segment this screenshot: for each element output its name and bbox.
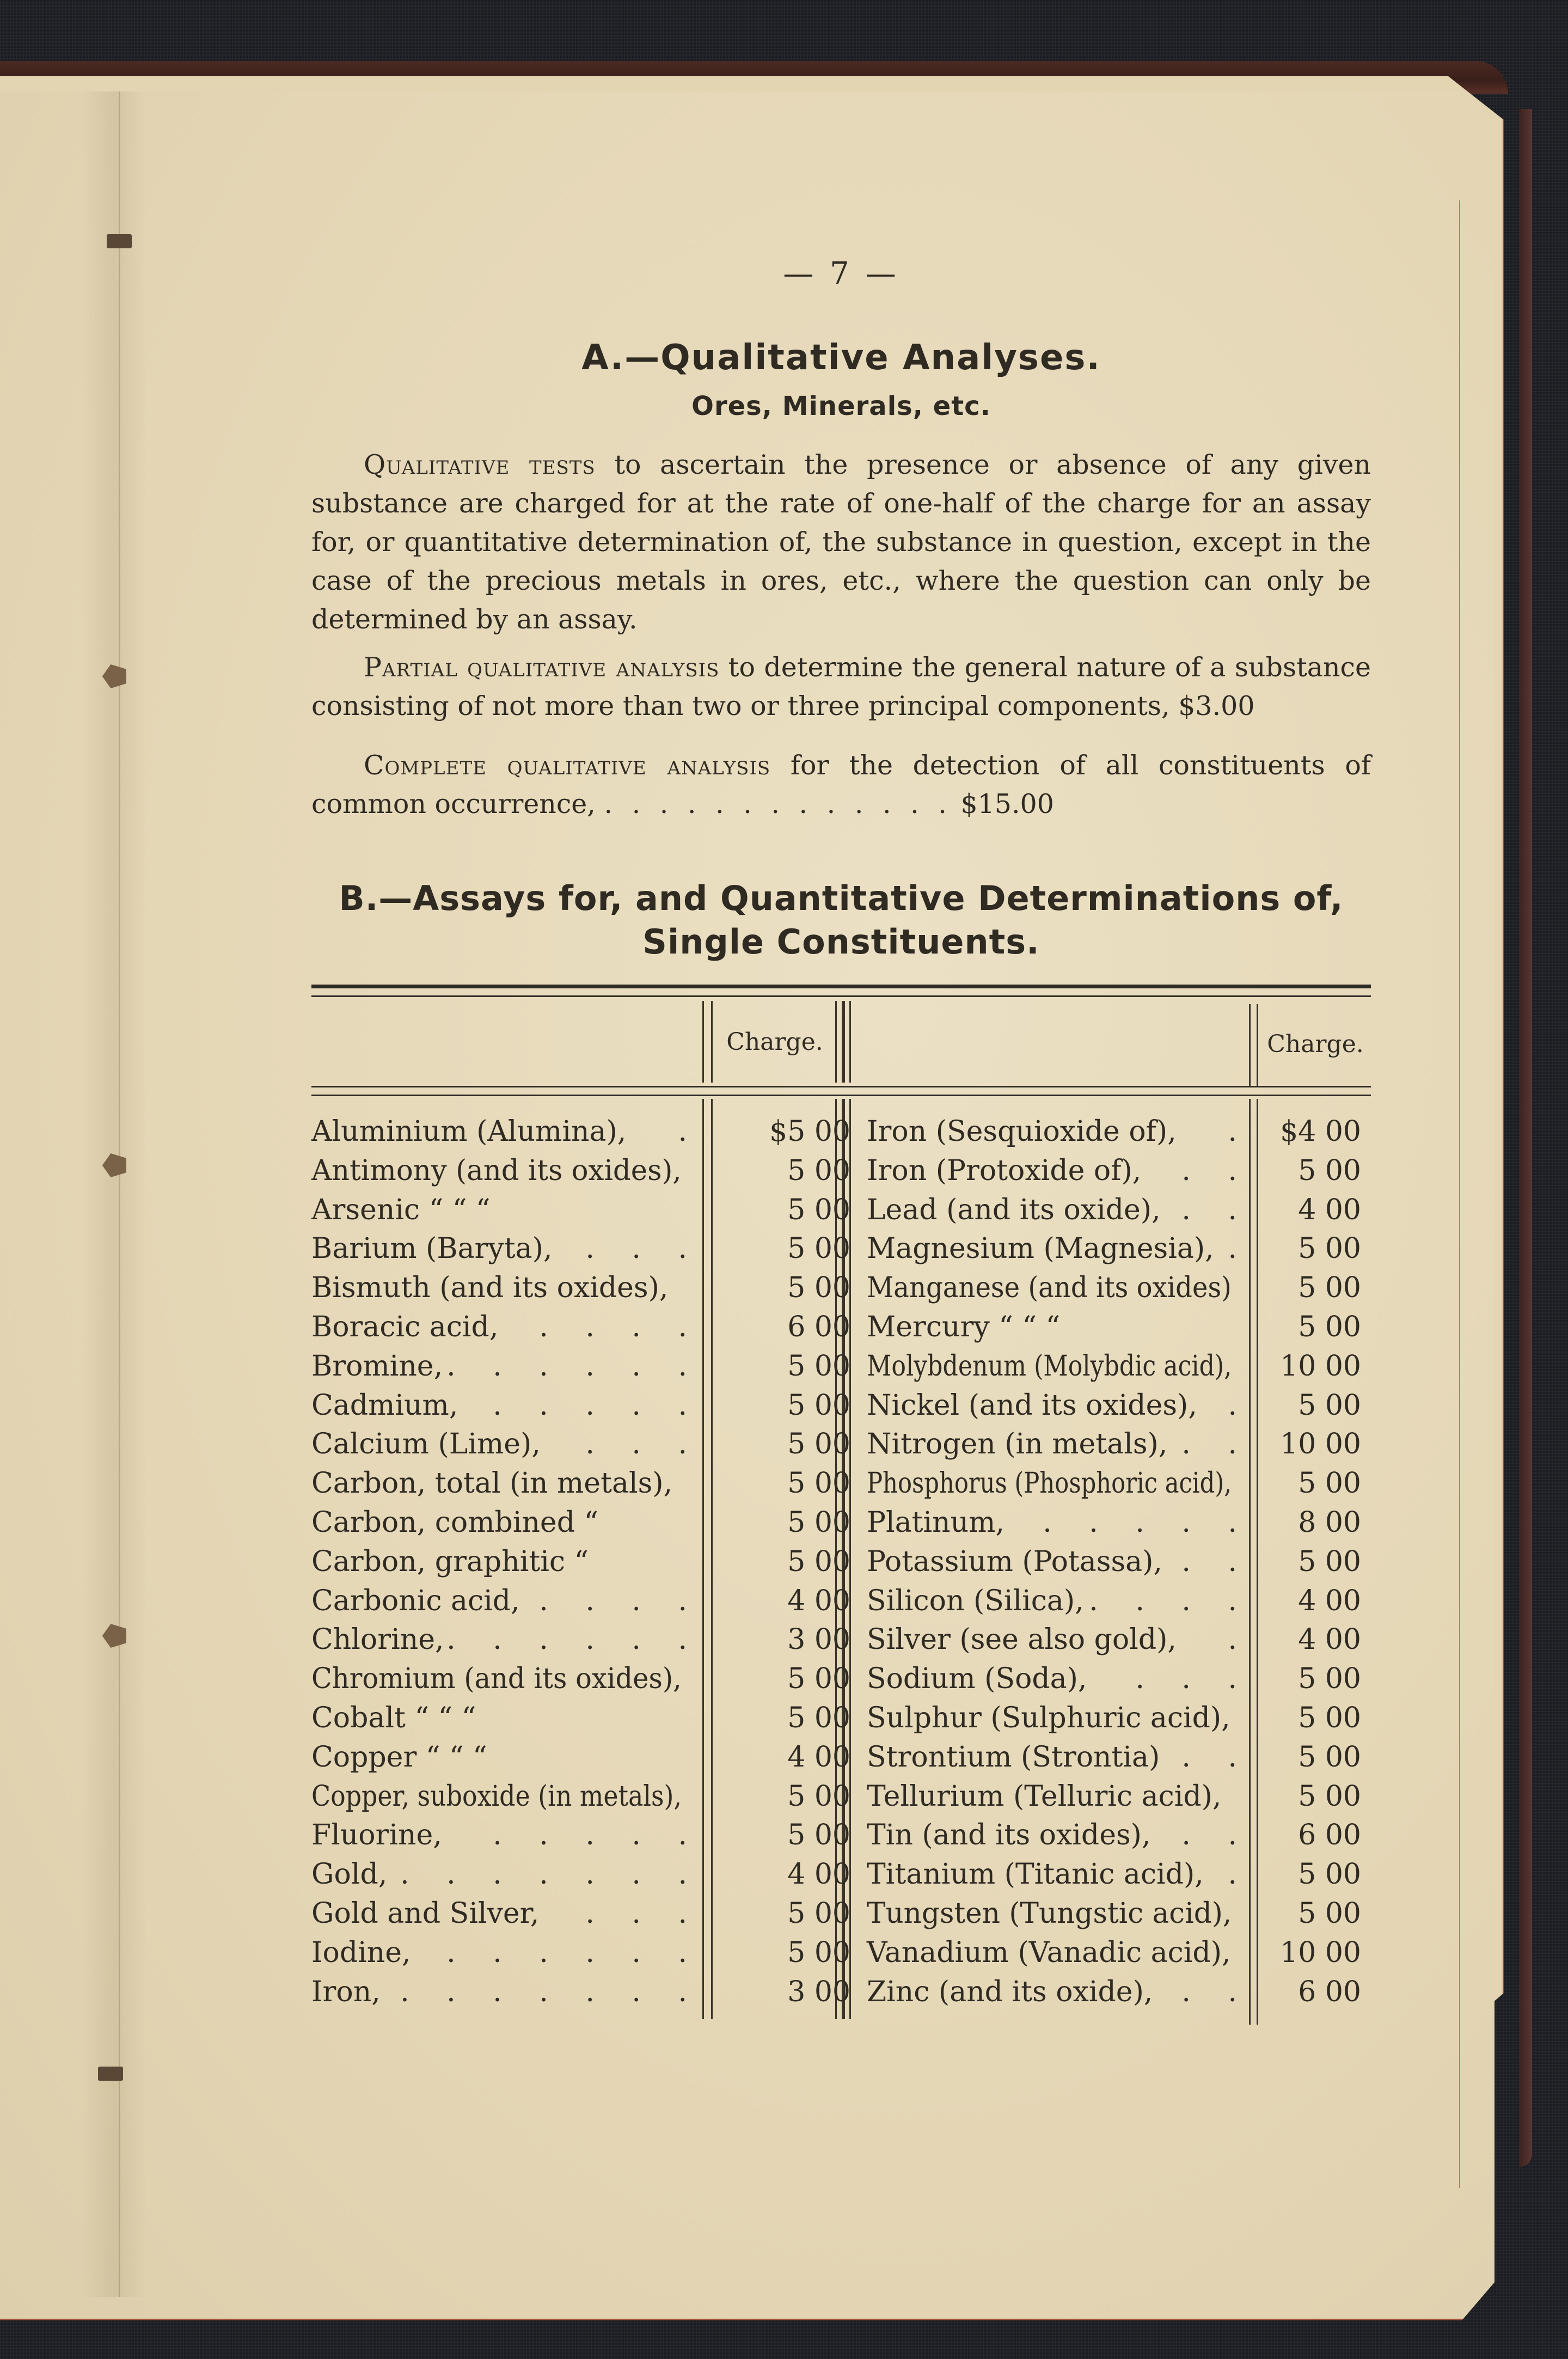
charge-value: 10 00	[1280, 1349, 1361, 1383]
substance-label: Antimony (and its oxides),	[311, 1154, 682, 1187]
charge-value: 4 00	[1298, 1623, 1361, 1657]
charge-value: 5 00	[1298, 1740, 1361, 1774]
substance-label: Tellurium (Telluric acid),	[867, 1780, 1222, 1813]
dot-leader: . .	[1181, 1819, 1251, 1852]
binding-stitch-icon	[107, 234, 132, 248]
dot-leader	[682, 1780, 701, 1813]
substance-label: Copper “ “ “	[311, 1740, 487, 1774]
substance-label: Carbon, graphitic “	[311, 1545, 589, 1578]
dot-leader: . . . . . .	[446, 1349, 701, 1383]
substance-label: Sodium (Soda),	[867, 1663, 1087, 1696]
substance-label: Barium (Baryta),	[311, 1232, 553, 1266]
substance-name	[311, 1349, 701, 1383]
paragraph-lead: Complete qualitative analysis	[364, 750, 771, 781]
dot-leader: . .	[1181, 1975, 1251, 2008]
substance-label: Strontium (Strontia)	[867, 1740, 1160, 1774]
substance-name	[867, 1975, 1251, 2008]
substance-label: Carbonic acid,	[311, 1584, 520, 1617]
dot-leader: . . . . . . .	[400, 1858, 701, 1891]
substance-name	[867, 1193, 1251, 1226]
dot-leader: .	[678, 1115, 701, 1148]
substance-label: Silicon (Silica),	[867, 1584, 1084, 1617]
substance-label: Gold,	[311, 1858, 388, 1891]
substance-name	[311, 1936, 701, 1969]
substance-name	[867, 1506, 1251, 1539]
substance-label: Lead (and its oxide),	[867, 1193, 1161, 1226]
substance-name	[311, 1194, 687, 1226]
paragraph-lead: Partial qualitative analysis	[364, 652, 720, 683]
table-row	[311, 1780, 1371, 1819]
charge-value: 5 00	[1298, 1389, 1361, 1422]
table-row	[311, 1311, 1371, 1350]
charge-value: 5 00	[787, 1154, 850, 1187]
table-row	[311, 1154, 1371, 1194]
substance-label: Tungsten (Tungstic acid),	[867, 1897, 1232, 1930]
charge-value: 5 00	[787, 1819, 850, 1852]
charge-value: 5 00	[787, 1349, 850, 1383]
dot-leader: . . . . . .	[446, 1936, 701, 1969]
price: $3.00	[1178, 690, 1255, 722]
dot-leader: . . . . . . .	[400, 1975, 701, 2008]
charge-value: 6 00	[787, 1311, 850, 1343]
table-row	[311, 1819, 1371, 1858]
dot-leader: . . . . . .	[446, 1623, 701, 1657]
substance-name	[311, 1702, 687, 1734]
substance-label: Arsenic “ “ “	[311, 1193, 491, 1226]
substance-name	[311, 1623, 701, 1657]
table-row	[311, 1623, 1371, 1663]
section-b-title-line2: Single Constituents.	[642, 922, 1040, 962]
substance-label: Boracic acid,	[311, 1311, 499, 1343]
substance-name	[311, 1663, 687, 1695]
substance-label: Bromine,	[311, 1349, 443, 1383]
substance-label: Fluorine,	[311, 1819, 442, 1852]
dot-leader: . . . . .	[493, 1819, 701, 1852]
substance-label: Molybdenum (Molybdic acid),	[867, 1349, 1232, 1383]
table-row	[311, 1350, 1371, 1389]
dot-leader: . . .	[1135, 1663, 1251, 1696]
charge-value: 8 00	[1298, 1506, 1361, 1539]
substance-name	[867, 1897, 1237, 1930]
charge-value: 4 00	[1298, 1193, 1361, 1226]
charge-value: 5 00	[787, 1193, 850, 1226]
dot-leader: . .	[1181, 1740, 1251, 1774]
charge-value: 5 00	[787, 1702, 850, 1734]
paragraph-text: for the detection of all constituents of common occurrence,	[311, 750, 1371, 820]
table-row	[311, 1936, 1371, 1976]
table-row	[311, 1585, 1371, 1624]
dot-leader	[487, 1741, 701, 1774]
substance-name	[311, 1272, 687, 1304]
substance-label: Titanium (Titanic acid),	[867, 1858, 1204, 1891]
charge-value: 5 00	[787, 1897, 850, 1930]
substance-name	[311, 1428, 701, 1461]
substance-name	[311, 1858, 701, 1891]
gutter-fold	[119, 91, 120, 2297]
column-divider	[1249, 1004, 1251, 1086]
table-row	[311, 1467, 1371, 1506]
substance-label: Manganese (and its oxides)	[867, 1272, 1232, 1305]
column-divider-heavy	[842, 1001, 845, 1083]
substance-name	[867, 1936, 1237, 1969]
paragraph-lead: Qualitative tests	[364, 449, 596, 480]
substance-label: Chlorine,	[311, 1623, 444, 1657]
substance-name	[867, 1623, 1251, 1657]
table-row	[311, 1858, 1371, 1897]
substance-label: Iron (Protoxide of),	[867, 1154, 1142, 1187]
dot-leader: . . .	[585, 1897, 701, 1930]
substance-name	[311, 1115, 701, 1148]
substance-name	[867, 1780, 1237, 1813]
substance-label: Zinc (and its oxide),	[867, 1975, 1153, 2008]
substance-name	[867, 1740, 1251, 1774]
table-row	[311, 1428, 1371, 1467]
table-top-rule-thin	[311, 995, 1371, 997]
dot-leader	[668, 1272, 701, 1304]
charge-value: 5 00	[1298, 1858, 1361, 1891]
column-header-charge-left: Charge.	[726, 1028, 823, 1056]
substance-label: Copper, suboxide (in metals),	[311, 1780, 682, 1813]
dot-leader	[589, 1545, 701, 1578]
charge-value: 5 00	[787, 1389, 850, 1422]
substance-name	[311, 1311, 701, 1343]
charge-value: 5 00	[1298, 1232, 1361, 1266]
dot-leader: . . . .	[1089, 1584, 1251, 1617]
paragraph-partial-analysis	[311, 648, 1371, 725]
table-row	[311, 1741, 1371, 1780]
table-row	[311, 1194, 1371, 1233]
substance-name	[867, 1389, 1251, 1422]
dot-leader: . .	[1181, 1545, 1251, 1578]
substance-name	[867, 1663, 1251, 1696]
table-row	[311, 1506, 1371, 1545]
dot-leader	[1232, 1350, 1251, 1383]
dot-leader: .	[1228, 1115, 1251, 1148]
charge-value: 4 00	[787, 1584, 850, 1617]
substance-name	[311, 1584, 701, 1617]
charge-value: $5 00	[769, 1115, 850, 1148]
substance-label: Mercury “ “ “	[867, 1311, 1061, 1343]
price: $15.00	[960, 789, 1054, 820]
table-row	[311, 1545, 1371, 1585]
charge-value: 5 00	[787, 1467, 850, 1500]
dot-leader	[598, 1506, 701, 1539]
table-top-rule	[311, 985, 1371, 988]
table-row	[311, 1702, 1371, 1741]
book-cover-right-edge	[1519, 109, 1532, 2167]
page-number: — 7 —	[783, 256, 899, 291]
dot-leader	[476, 1702, 701, 1734]
substance-name	[311, 1467, 687, 1500]
dot-leader: . . . . .	[1043, 1506, 1251, 1539]
dot-leader: . .	[1181, 1428, 1251, 1461]
dot-leader	[1060, 1311, 1251, 1343]
substance-name	[867, 1584, 1251, 1617]
substance-label: Bismuth (and its oxides),	[311, 1272, 669, 1305]
substance-name	[867, 1467, 1237, 1500]
charge-value: 6 00	[1298, 1975, 1361, 2008]
substance-label: Carbon, combined “	[311, 1506, 599, 1539]
charge-value: 10 00	[1280, 1936, 1361, 1969]
charge-value: 5 00	[1298, 1702, 1361, 1734]
substance-label: Iron (Sesquioxide of),	[867, 1115, 1177, 1148]
dot-leader	[1232, 1897, 1251, 1930]
charge-value: 5 00	[787, 1428, 850, 1461]
charge-value: 5 00	[1298, 1311, 1361, 1343]
charge-value: 4 00	[1298, 1584, 1361, 1617]
substance-label: Sulphur (Sulphuric acid),	[867, 1702, 1230, 1734]
substance-label: Vanadium (Vanadic acid),	[867, 1936, 1231, 1969]
substance-name	[867, 1115, 1251, 1148]
substance-label: Nickel (and its oxides),	[867, 1389, 1197, 1422]
column-divider	[711, 1001, 713, 1083]
charge-value: 5 00	[1298, 1467, 1361, 1500]
charge-value: 5 00	[787, 1545, 850, 1578]
charge-value: 5 00	[1298, 1663, 1361, 1696]
column-divider	[1257, 1004, 1258, 1086]
charge-value: 5 00	[787, 1936, 850, 1969]
table-row	[311, 1897, 1371, 1936]
substance-name	[867, 1350, 1237, 1383]
section-a-subtitle: Ores, Minerals, etc.	[691, 391, 991, 421]
table-row	[311, 1272, 1371, 1311]
substance-name	[867, 1858, 1251, 1891]
substance-name	[867, 1702, 1237, 1734]
dot-leader	[1232, 1272, 1251, 1304]
gutter-shadow	[82, 91, 147, 2297]
substance-label: Cadmium,	[311, 1389, 458, 1422]
dot-leader: . .	[1181, 1193, 1251, 1226]
table-row	[311, 1389, 1371, 1428]
charge-value: 5 00	[787, 1780, 850, 1813]
dot-leader: . . . . .	[493, 1389, 701, 1422]
dot-leader	[672, 1467, 701, 1500]
substance-name	[867, 1154, 1251, 1187]
header-bottom-rule-thin	[311, 1095, 1371, 1096]
dot-leader: . . .	[585, 1428, 701, 1461]
substance-label: Gold and Silver,	[311, 1897, 540, 1930]
substance-name	[867, 1545, 1251, 1578]
substance-label: Carbon, total (in metals),	[311, 1467, 673, 1500]
substance-name	[311, 1545, 687, 1578]
dot-leader	[1230, 1702, 1251, 1734]
dot-leader	[682, 1663, 701, 1695]
page-edge-rule	[1459, 200, 1460, 2188]
substance-label: Phosphorus (Phosphoric acid),	[867, 1467, 1232, 1500]
substance-label: Potassium (Potassa),	[867, 1545, 1162, 1578]
dot-leader: . . .	[585, 1232, 701, 1266]
charge-value: 5 00	[787, 1232, 850, 1266]
charge-value: 5 00	[1298, 1545, 1361, 1578]
charge-value: 3 00	[787, 1623, 850, 1657]
charge-value: 5 00	[1298, 1154, 1361, 1187]
charge-value: 4 00	[787, 1740, 850, 1774]
substance-name	[311, 1897, 701, 1930]
substance-label: Iron,	[311, 1975, 381, 2008]
substance-label: Calcium (Lime),	[311, 1428, 541, 1461]
charge-value: 5 00	[787, 1506, 850, 1539]
dot-leader: .	[1228, 1623, 1251, 1657]
substance-label: Platinum,	[867, 1506, 1004, 1539]
substance-name	[311, 1780, 687, 1813]
substance-name	[311, 1154, 687, 1187]
substance-name	[867, 1311, 1237, 1343]
column-divider	[702, 1001, 704, 1083]
section-b-title	[311, 877, 1371, 964]
column-divider	[849, 1001, 851, 1083]
charge-value: 5 00	[1298, 1272, 1361, 1305]
charge-value: 3 00	[787, 1975, 850, 2008]
paragraph-text: to ascertain the presence or absence of any given substance are charged for at the rate of one-half of the charge for an assay for, or quantitative determination of, the substance in question, except in the case of the precious metals in ores, etc., where the question can only be determined by an assay.	[311, 449, 1371, 635]
paragraph-qualitative-tests	[311, 445, 1371, 639]
charge-value: 5 00	[787, 1272, 850, 1305]
table-row	[311, 1976, 1371, 2015]
column-divider	[835, 1001, 837, 1083]
dot-leader	[1232, 1467, 1251, 1500]
substance-label: Cobalt “ “ “	[311, 1702, 476, 1734]
table-row	[311, 1232, 1371, 1272]
dot-leader: .	[1228, 1858, 1251, 1891]
table-row	[311, 1115, 1371, 1154]
substance-name	[867, 1272, 1237, 1304]
charge-value: 5 00	[1298, 1897, 1361, 1930]
dot-leader: .	[1228, 1389, 1251, 1422]
dot-leader	[490, 1194, 701, 1226]
dot-leader: . . . .	[539, 1311, 701, 1343]
charge-value: 5 00	[787, 1663, 850, 1696]
charge-value: 10 00	[1280, 1428, 1361, 1461]
charge-value: 5 00	[1298, 1780, 1361, 1813]
charge-value: $4 00	[1280, 1115, 1361, 1148]
dot-leader: .	[1228, 1232, 1251, 1266]
dot-leader: . . . .	[539, 1584, 701, 1617]
section-a-title: A.—Qualitative Analyses.	[581, 338, 1101, 378]
substance-name	[311, 1506, 687, 1539]
dot-leader: . .	[1181, 1154, 1251, 1187]
dot-leader: . . . . . . . . . . . . .	[604, 789, 952, 820]
dot-leader	[1221, 1780, 1251, 1813]
substance-label: Aluminium (Alumina),	[311, 1115, 627, 1148]
binding-stitch-icon	[98, 2067, 123, 2081]
substance-label: Magnesium (Magnesia),	[867, 1232, 1214, 1266]
substance-name	[867, 1232, 1251, 1266]
paragraph-complete-analysis	[311, 746, 1371, 823]
substance-name	[311, 1232, 701, 1266]
substance-name	[311, 1741, 687, 1774]
charge-value: 4 00	[787, 1858, 850, 1891]
substance-name	[311, 1819, 701, 1852]
dot-leader	[682, 1154, 701, 1187]
header-bottom-rule	[311, 1086, 1371, 1087]
substance-label: Iodine,	[311, 1936, 411, 1969]
substance-name	[311, 1389, 701, 1422]
column-header-charge-right: Charge.	[1267, 1030, 1364, 1058]
substance-name	[867, 1428, 1251, 1461]
substance-label: Chromium (and its oxides),	[311, 1663, 682, 1696]
charge-value: 6 00	[1298, 1819, 1361, 1852]
substance-name	[867, 1819, 1251, 1852]
dot-leader	[1231, 1936, 1251, 1969]
substance-label: Tin (and its oxides),	[867, 1819, 1151, 1852]
substance-name	[311, 1975, 701, 2008]
paragraph-text: to determine the general nature of a substance consisting of not more than two or three principal components,	[311, 652, 1371, 722]
substance-label: Silver (see also gold),	[867, 1623, 1177, 1657]
table-row	[311, 1663, 1371, 1702]
section-b-title-line1: B.—Assays for, and Quantitative Determinations of,	[339, 878, 1344, 918]
substance-label: Nitrogen (in metals),	[867, 1428, 1168, 1461]
